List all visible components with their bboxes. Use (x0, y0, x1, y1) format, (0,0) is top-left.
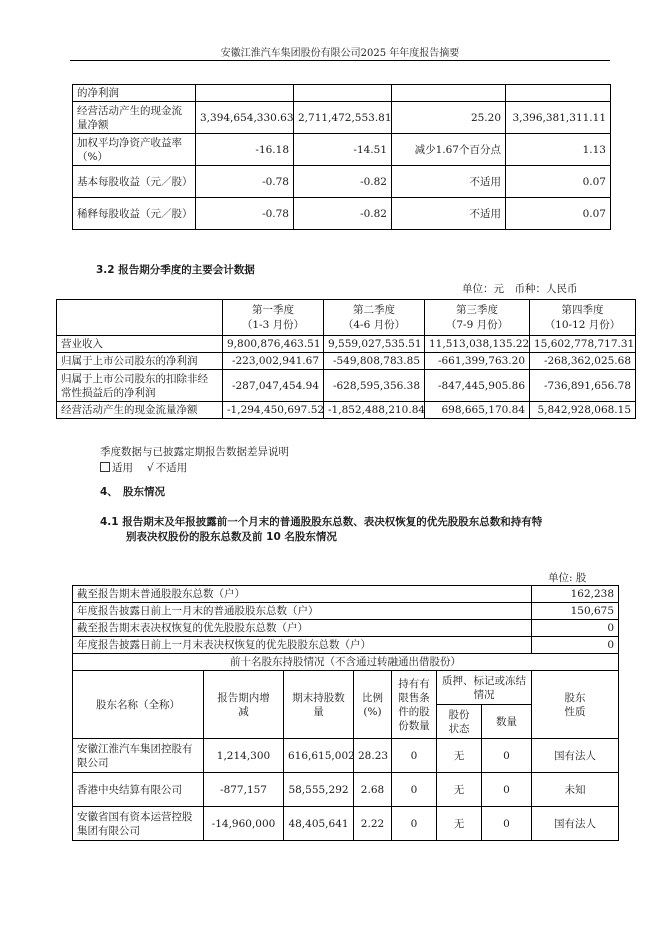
cell-value: 3,394,654,330.63 (196, 102, 294, 134)
table-row (73, 807, 619, 841)
holder-nature: 国有法人 (532, 807, 619, 841)
holder-ratio: 2.68 (354, 773, 392, 807)
holder-qty: 0 (482, 773, 532, 807)
cell-value: 9,800,876,463.51 (223, 336, 324, 353)
summary-label: 年度报告披露日前上一月末表决权恢复的优先股股东总数（户） (73, 637, 532, 654)
table-header-row (57, 300, 636, 336)
holder-name: 香港中央结算有限公司 (73, 773, 204, 807)
header-nature: 股东性质 (532, 671, 619, 739)
holder-name: 安徽江淮汽车集团控股有限公司 (73, 739, 204, 773)
table-row (73, 586, 619, 603)
row-label: 经营活动产生的现金流量净额 (73, 102, 196, 134)
summary-value: 0 (532, 620, 619, 637)
header-end-shares: 期末持股数量 (284, 671, 354, 739)
cell-value: -287,047,454.94 (223, 370, 324, 402)
row-label: 的净利润 (73, 85, 196, 102)
page-header: 安徽江淮汽车集团股份有限公司2025 年年度报告摘要 (220, 48, 460, 59)
holder-change: -877,157 (204, 773, 284, 807)
table-row (73, 637, 619, 654)
holder-end-shares: 58,555,292 (284, 773, 354, 807)
quarter-header: 第一季度 （1-3 月份） (223, 300, 324, 336)
quarter-header: 第四季度 （10-12 月份） (530, 300, 636, 336)
holder-status: 无 (437, 739, 482, 773)
holder-restricted: 0 (392, 807, 437, 841)
quarter-header: 第三季度 （7-9 月份） (425, 300, 530, 336)
option-not-apply: 不适用 (155, 462, 188, 474)
row-label: 归属于上市公司股东的扣除非经常性损益后的净利润 (57, 370, 223, 402)
option-apply: 适用 (112, 462, 133, 474)
cell-value: -14.51 (294, 134, 392, 166)
header-pledge-status: 股份状态 (437, 705, 482, 739)
holder-qty: 0 (482, 739, 532, 773)
section-4-title: 4、 股东情况 (100, 486, 166, 498)
diff-note: 季度数据与已披露定期报告数据差异说明 (100, 446, 289, 458)
table-row (73, 603, 619, 620)
cell-value: 1.13 (506, 134, 611, 166)
quarterly-data-table (56, 299, 636, 419)
header-change: 报告期内增减 (204, 671, 284, 739)
checkbox-icon (100, 462, 110, 472)
holder-ratio: 28.23 (354, 739, 392, 773)
holder-change: -14,960,000 (204, 807, 284, 841)
table-row (73, 654, 619, 671)
holder-status: 无 (437, 773, 482, 807)
holder-status: 无 (437, 807, 482, 841)
row-label: 加权平均净资产收益率（%） (73, 134, 196, 166)
cell-value: -1,294,450,697.52 (223, 402, 324, 419)
cell-value: 0.07 (506, 166, 611, 198)
cell-value: 减少1.67个百分点 (392, 134, 506, 166)
holder-end-shares: 48,405,641 (284, 807, 354, 841)
header-name: 股东名称（全称） (73, 671, 204, 739)
cell-value: -0.82 (294, 198, 392, 230)
section-3-2-title: 3.2 报告期分季度的主要会计数据 (96, 264, 255, 276)
cell-value: -847,445,905.86 (425, 370, 530, 402)
quarter-header: 第二季度 （4-6 月份） (324, 300, 425, 336)
table-row (73, 85, 611, 102)
cell-value: 0.07 (506, 198, 611, 230)
cell-value: 9,559,027,535.51 (324, 336, 425, 353)
key-data-table (72, 84, 611, 230)
table-row (57, 336, 636, 353)
header-restricted: 持有有限售条件的股份数量 (392, 671, 437, 739)
cell-value: 11,513,038,135.22 (425, 336, 530, 353)
section-4-1-title-line1: 4.1 报告期末及年报披露前一个月末的普通股股东总数、表决权恢复的优先股股东总数和持有特 (100, 516, 543, 528)
cell-value: -549,808,783.85 (324, 353, 425, 370)
cell-value: -0.82 (294, 166, 392, 198)
row-label: 经营活动产生的现金流量净额 (57, 402, 223, 419)
row-label: 归属于上市公司股东的净利润 (57, 353, 223, 370)
cell-value: -0.78 (196, 166, 294, 198)
holder-change: 1,214,300 (204, 739, 284, 773)
unit-label: 单位：元 币种：人民币 (462, 283, 578, 295)
cell-value: 5,842,928,068.15 (530, 402, 636, 419)
cell-value: -0.78 (196, 198, 294, 230)
holder-end-shares: 616,615,002 (284, 739, 354, 773)
table-row (73, 620, 619, 637)
summary-label: 截至报告期末表决权恢复的优先股股东总数（户） (73, 620, 532, 637)
cell-value: 25.20 (392, 102, 506, 134)
tick-icon: √ (147, 462, 154, 474)
cell-value: 15,602,778,717.31 (530, 336, 636, 353)
table-row (57, 402, 636, 419)
top10-title: 前十名股东持股情况（不含通过转融通出借股份） (73, 654, 619, 671)
holder-nature: 未知 (532, 773, 619, 807)
applicability-options (100, 460, 187, 475)
holder-name: 安徽省国有资本运营控股集团有限公司 (73, 807, 204, 841)
table-row (73, 102, 611, 134)
holder-restricted: 0 (392, 739, 437, 773)
cell-value: -223,002,941.67 (223, 353, 324, 370)
table-row (73, 198, 611, 230)
cell-value: -628,595,356.38 (324, 370, 425, 402)
header-pledge-qty: 数量 (482, 705, 532, 739)
row-label: 稀释每股收益（元／股） (73, 198, 196, 230)
header-pledge: 质押、标记或冻结情况 (437, 671, 532, 705)
cell-value: 不适用 (392, 166, 506, 198)
table-row (73, 773, 619, 807)
cell-value: -736,891,656.78 (530, 370, 636, 402)
row-label: 基本每股收益（元／股） (73, 166, 196, 198)
holder-restricted: 0 (392, 773, 437, 807)
cell-value: -268,362,025.68 (530, 353, 636, 370)
table-row (57, 370, 636, 402)
cell-value: 不适用 (392, 198, 506, 230)
holder-ratio: 2.22 (354, 807, 392, 841)
row-label: 营业收入 (57, 336, 223, 353)
summary-value: 150,675 (532, 603, 619, 620)
section-4-1-title-line2: 别表决权股份的股东总数及前 10 名股东情况 (126, 531, 337, 543)
cell-value: 2,711,472,553.81 (294, 102, 392, 134)
table-row (73, 739, 619, 773)
shareholder-table (72, 585, 619, 841)
cell-value: 698,665,170.84 (425, 402, 530, 419)
cell-value: -661,399,763.20 (425, 353, 530, 370)
summary-label: 年度报告披露日前上一月末的普通股股东总数（户） (73, 603, 532, 620)
table-row (73, 166, 611, 198)
summary-value: 0 (532, 637, 619, 654)
table-row (73, 134, 611, 166)
table-header-row (73, 671, 619, 705)
cell-value: -16.18 (196, 134, 294, 166)
holder-nature: 国有法人 (532, 739, 619, 773)
header-ratio: 比例(%) (354, 671, 392, 739)
holder-qty: 0 (482, 807, 532, 841)
table-row (57, 353, 636, 370)
unit-label: 单位: 股 (548, 572, 587, 584)
cell-value: -1,852,488,210.84 (324, 402, 425, 419)
summary-label: 截至报告期末普通股股东总数（户） (73, 586, 532, 603)
summary-value: 162,238 (532, 586, 619, 603)
cell-value: 3,396,381,311.11 (506, 102, 611, 134)
header-rule (70, 60, 610, 61)
